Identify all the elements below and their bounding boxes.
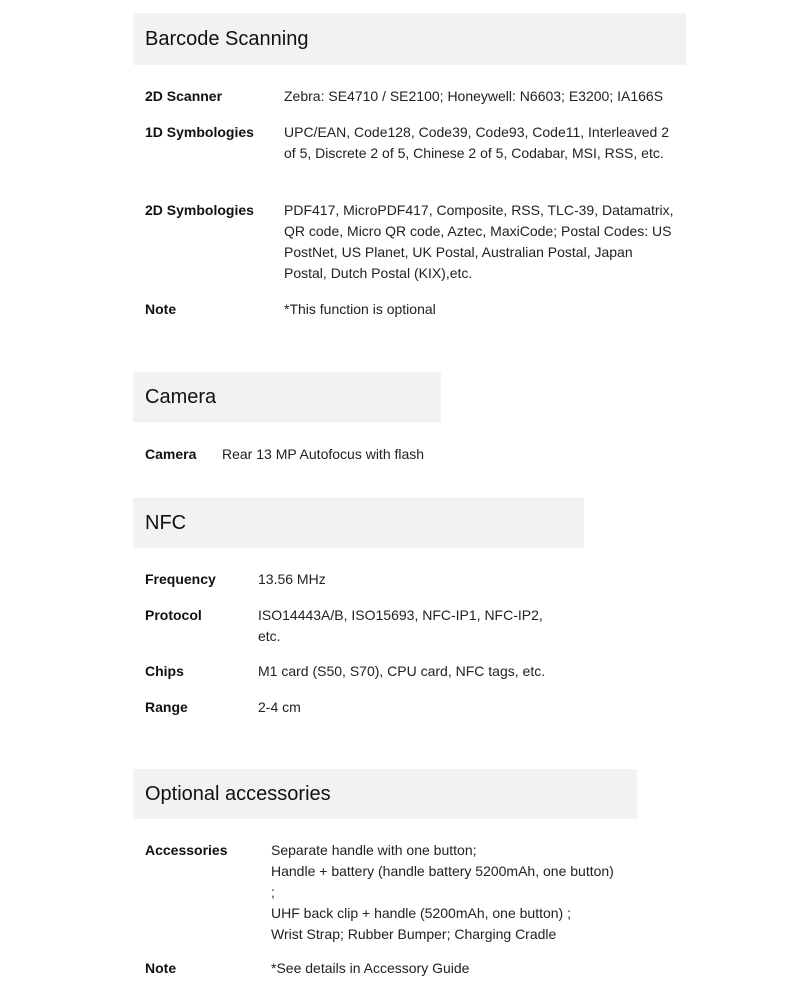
spec-value: *This function is optional [284, 301, 436, 317]
spec-label: Range [145, 699, 188, 715]
section-title-nfc: NFC [133, 498, 584, 548]
spec-label: Frequency [145, 571, 216, 587]
section-title-camera: Camera [133, 372, 441, 422]
spec-value: Zebra: SE4710 / SE2100; Honeywell: N6603; E3200; IA166S [284, 88, 664, 104]
spec-label: Note [145, 960, 177, 976]
spec-value: ISO14443A/B, ISO15693, NFC-IP1, NFC-IP2, etc. [258, 607, 543, 644]
spec-row-camera [145, 444, 482, 465]
spec-row-note [145, 299, 679, 320]
spec-value: 2-4 cm [258, 699, 301, 715]
spec-row-protocol [145, 605, 558, 647]
spec-row-2d-scanner [145, 86, 679, 107]
spec-label: Accessories [145, 842, 228, 858]
spec-row-range [145, 697, 558, 718]
spec-row-1d-symbologies [145, 122, 679, 164]
spec-row-note [145, 958, 631, 979]
spec-label: 2D Symbologies [145, 202, 254, 218]
spec-value: PDF417, MicroPDF417, Composite, RSS, TLC-39, Datamatrix, QR code, Micro QR code, Aztec, MaxiCode; Postal Codes: US PostNet, US Planet, UK Postal, Australian Postal, Japan Postal, Dutch Postal (KIX),etc. [284, 202, 674, 281]
spec-value: UPC/EAN, Code128, Code39, Code93, Code11, Interleaved 2 of 5, Discrete 2 of 5, Chinese 2 of 5, Codabar, MSI, RSS, etc. [284, 124, 669, 161]
section-title-optional-accessories: Optional accessories [133, 769, 637, 819]
spec-label: Protocol [145, 607, 202, 623]
spec-label: Camera [145, 446, 197, 462]
spec-row-chips [145, 661, 558, 682]
spec-value: Separate handle with one button; Handle + battery (handle battery 5200mAh, one button) ; UHF back clip + handle (5200mAh, one button) ; Wrist Strap; Rubber Bumper; Charging Cradle [271, 842, 614, 942]
spec-value: Rear 13 MP Autofocus with flash [222, 446, 425, 462]
spec-label: 1D Symbologies [145, 124, 254, 140]
spec-value: *See details in Accessory Guide [271, 960, 470, 976]
spec-row-frequency [145, 569, 558, 590]
spec-row-2d-symbologies [145, 200, 679, 284]
spec-value: M1 card (S50, S70), CPU card, NFC tags, etc. [258, 663, 546, 679]
spec-row-accessories [145, 840, 631, 945]
spec-value: 13.56 MHz [258, 571, 326, 587]
spec-label: Chips [145, 663, 184, 679]
section-title-barcode-scanning: Barcode Scanning [133, 13, 686, 65]
spec-label: Note [145, 301, 177, 317]
spec-label: 2D Scanner [145, 88, 223, 104]
